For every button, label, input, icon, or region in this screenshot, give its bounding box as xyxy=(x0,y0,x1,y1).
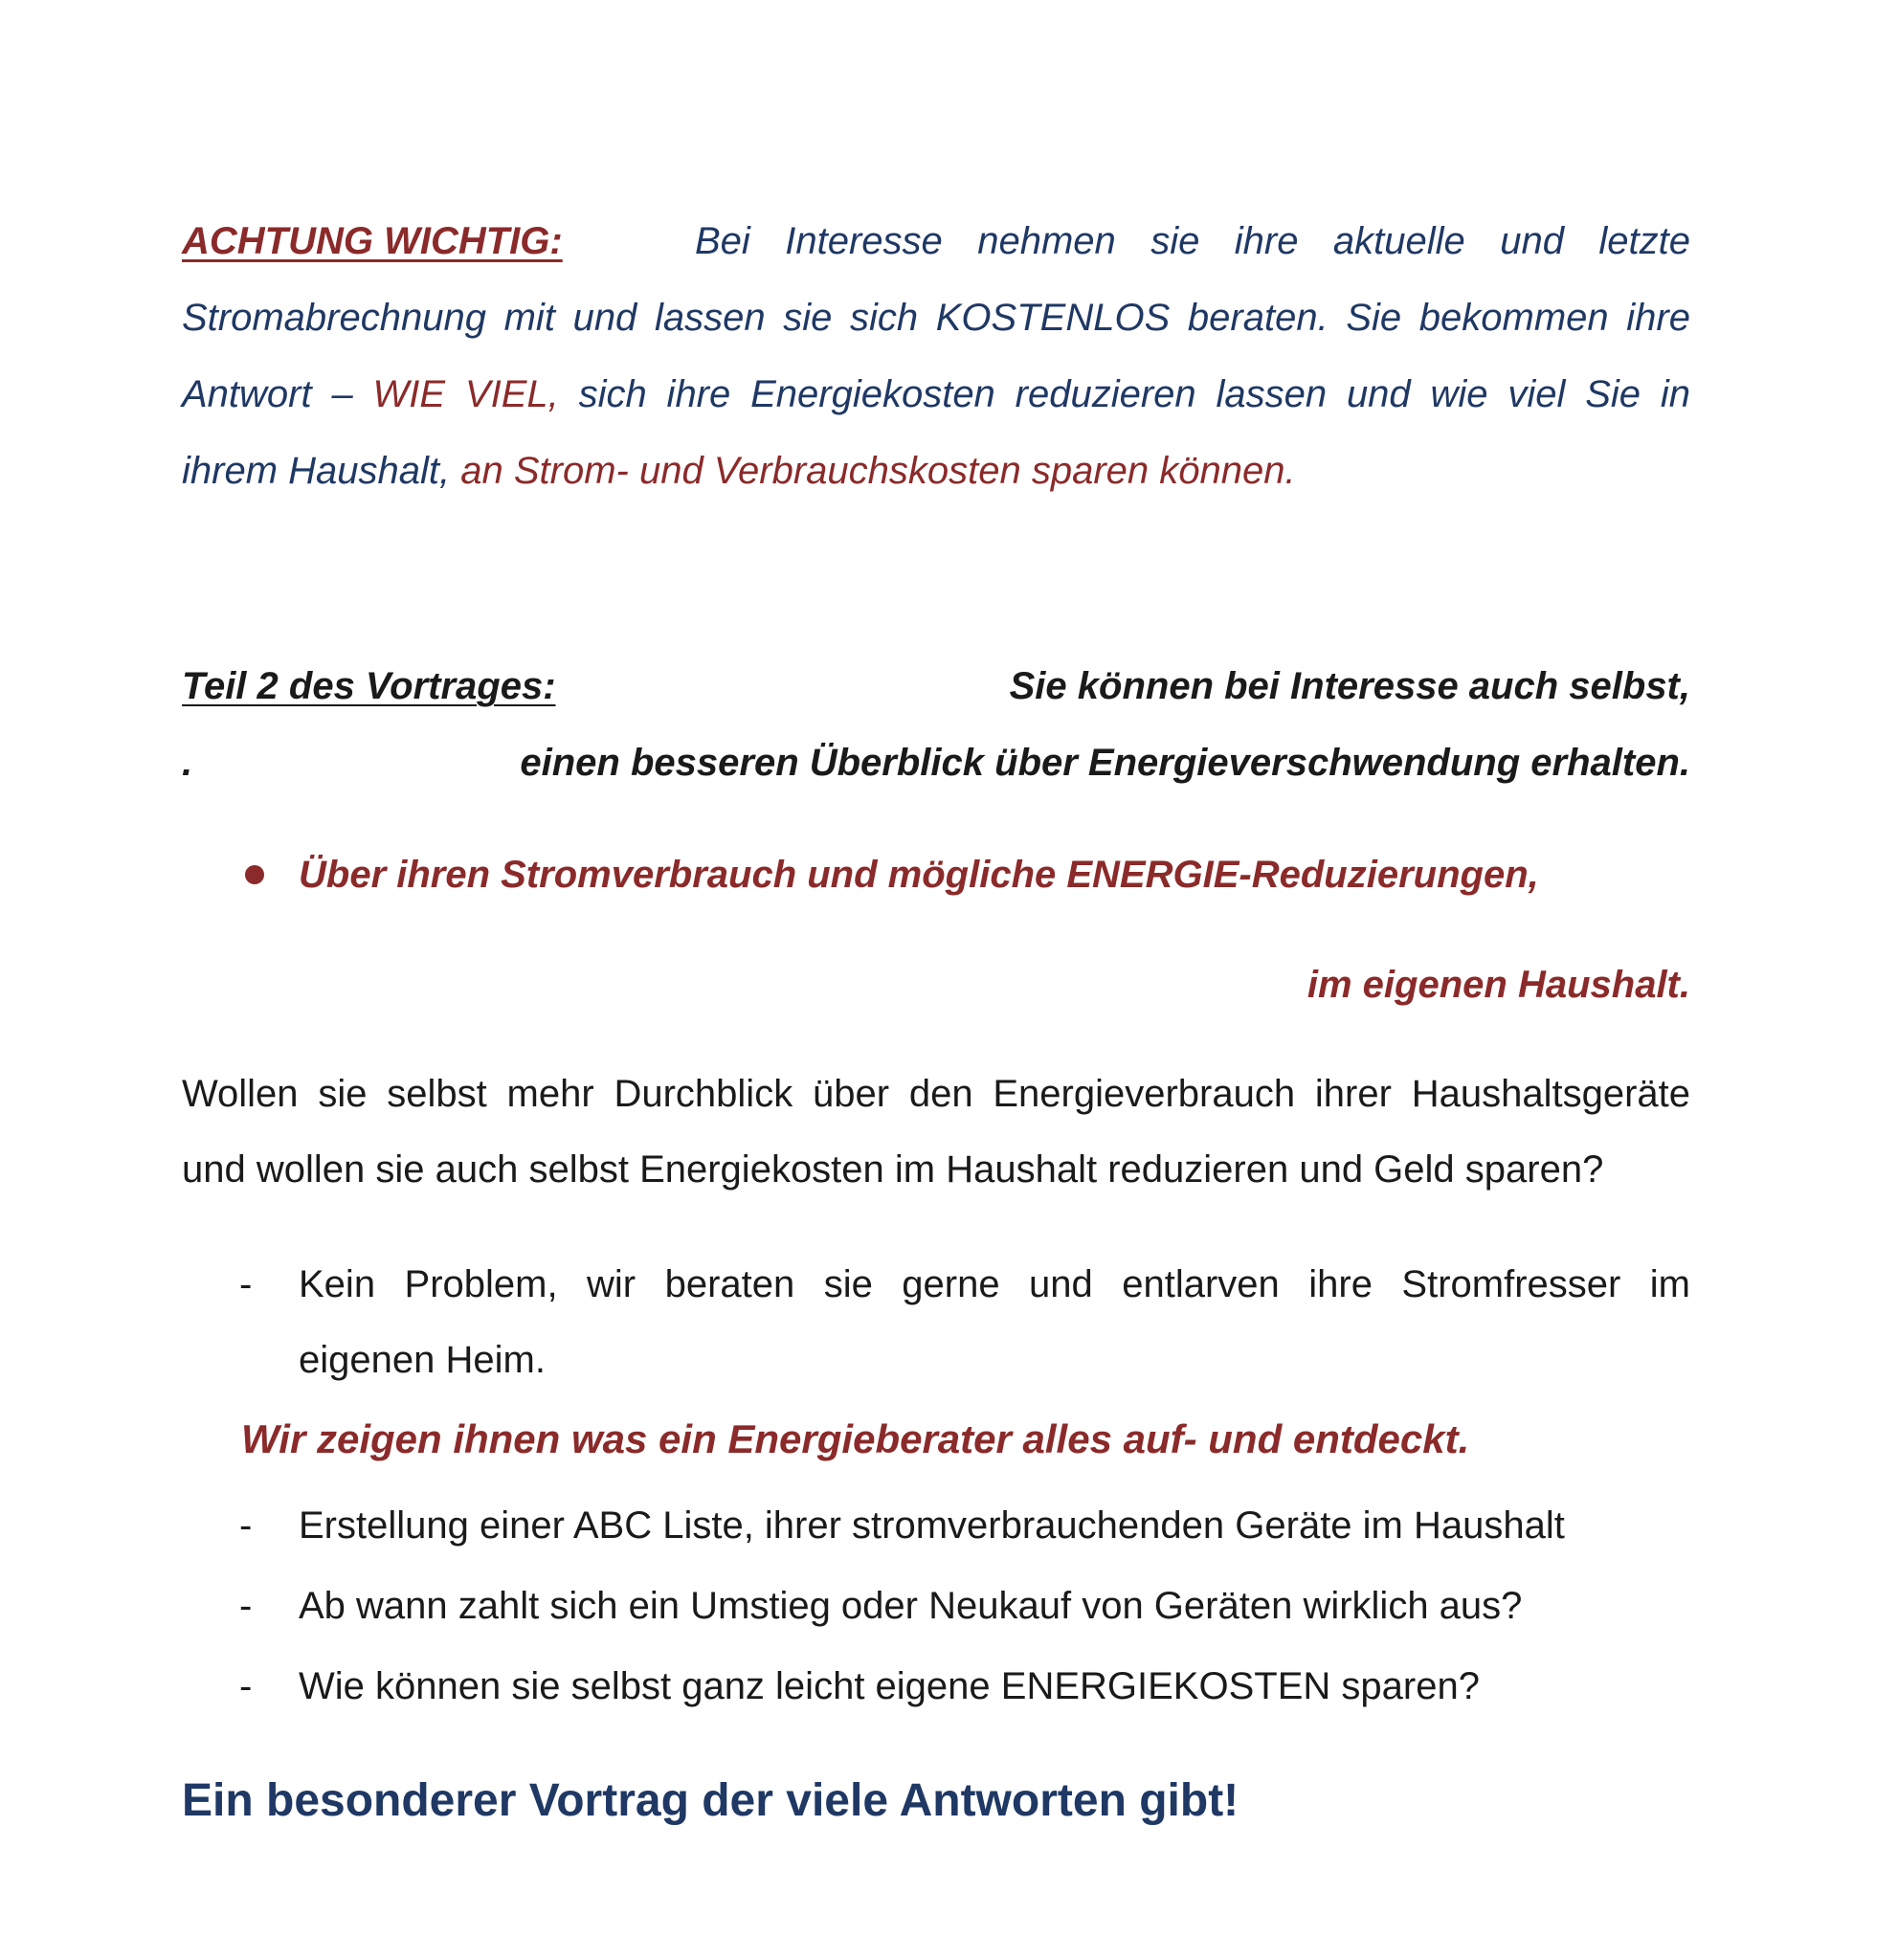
list1-line-1: Kein Problem, wir beraten sie gerne und entlarven ihre Stromfresser im xyxy=(299,1263,1690,1305)
notice-line-3c: sich ihre Energiekosten reduzieren lassen und wie viel Sie in xyxy=(558,373,1691,415)
closing-line: Ein besonderer Vortrag der viele Antworten gibt! xyxy=(182,1775,1239,1826)
notice-line-3 xyxy=(182,371,1690,417)
bullet-dot-icon xyxy=(245,865,264,884)
part2-line-2: einen besseren Überblick über Energieverschwendung erhalten. xyxy=(520,742,1690,784)
part2-heading: Teil 2 des Vortrages: xyxy=(182,665,556,707)
part2-line-2-row xyxy=(182,740,1690,786)
notice-wie-viel: WIE VIEL, xyxy=(372,373,559,415)
notice-line-4b: an Strom- und Verbrauchskosten sparen können. xyxy=(460,450,1296,492)
question-line-1: Wollen sie selbst mehr Durchblick über den Energieverbrauch ihrer Haushaltsgeräte xyxy=(182,1073,1690,1115)
list2-dash-2: - xyxy=(239,1585,253,1627)
list2-dash-3: - xyxy=(239,1665,253,1707)
notice-line-4 xyxy=(182,448,1690,494)
list2-item-2: Ab wann zahlt sich ein Umstieg oder Neukauf von Geräten wirklich aus? xyxy=(299,1585,1523,1627)
list2-item-3: Wie können sie selbst ganz leicht eigene ENERGIEKOSTEN sparen? xyxy=(299,1665,1480,1707)
notice-line-1 xyxy=(182,218,1690,264)
list2-dash-1: - xyxy=(239,1504,253,1547)
notice-label: ACHTUNG WICHTIG: xyxy=(182,220,563,262)
list2-item-1: Erstellung einer ABC Liste, ihrer stromverbrauchenden Geräte im Haushalt xyxy=(299,1504,1565,1547)
list1-line-2: eigenen Heim. xyxy=(299,1339,546,1381)
notice-line-2: Stromabrechnung mit und lassen sie sich KOSTENLOS beraten. Sie bekommen ihre xyxy=(182,297,1690,339)
part2-heading-line xyxy=(182,663,1690,709)
question-line-2: und wollen sie auch selbst Energiekosten im Haushalt reduzieren und Geld sparen? xyxy=(182,1148,1604,1191)
highlight-line: Wir zeigen ihnen was ein Energieberater alles auf- und entdeckt. xyxy=(241,1416,1470,1461)
part2-bullet-line-1: Über ihren Stromverbrauch und mögliche ENERGIE-Reduzierungen, xyxy=(299,854,1539,896)
notice-line-4a: ihrem Haushalt, xyxy=(182,450,461,492)
notice-text-1: Bei Interesse nehmen sie ihre aktuelle und letzte xyxy=(695,220,1690,262)
part2-bullet-line-2: im eigenen Haushalt. xyxy=(1306,964,1690,1006)
part2-dot: . xyxy=(182,742,193,784)
part2-line-1: Sie können bei Interesse auch selbst, xyxy=(1009,665,1690,707)
list1-dash: - xyxy=(239,1263,253,1305)
notice-line-3a: Antwort – xyxy=(182,373,373,415)
